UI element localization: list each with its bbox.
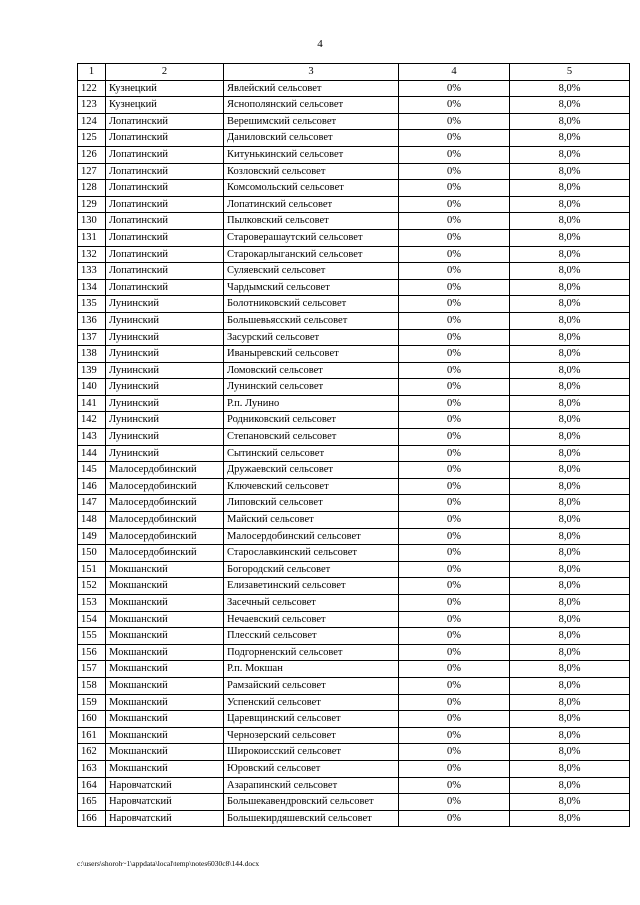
district-cell: Наровчатский [106, 794, 224, 811]
header-cell-5: 5 [510, 64, 630, 81]
header-cell-3: 3 [224, 64, 399, 81]
district-cell: Лунинский [106, 312, 224, 329]
rate-col4-cell: 0% [399, 130, 510, 147]
table-row [78, 296, 630, 313]
row-number-cell: 135 [78, 296, 106, 313]
row-number-cell: 140 [78, 379, 106, 396]
rate-col5-cell: 8,0% [510, 312, 630, 329]
table-row [78, 495, 630, 512]
rate-col4-cell: 0% [399, 528, 510, 545]
rate-col5-cell: 8,0% [510, 196, 630, 213]
table-row [78, 810, 630, 827]
municipality-cell: Иваныревский сельсовет [224, 346, 399, 363]
municipality-cell: Явлейский сельсовет [224, 80, 399, 97]
rate-col5-cell: 8,0% [510, 727, 630, 744]
rate-col4-cell: 0% [399, 794, 510, 811]
row-number-cell: 161 [78, 727, 106, 744]
table-row [78, 395, 630, 412]
row-number-cell: 150 [78, 545, 106, 562]
table-row [78, 346, 630, 363]
row-number-cell: 151 [78, 561, 106, 578]
rate-col4-cell: 0% [399, 246, 510, 263]
district-cell: Мокшанский [106, 744, 224, 761]
rate-col4-cell: 0% [399, 611, 510, 628]
district-cell: Мокшанский [106, 578, 224, 595]
rate-col5-cell: 8,0% [510, 163, 630, 180]
rate-col4-cell: 0% [399, 810, 510, 827]
table-row [78, 727, 630, 744]
district-cell: Малосердобинский [106, 528, 224, 545]
municipality-cell: Лопатинский сельсовет [224, 196, 399, 213]
rate-col5-cell: 8,0% [510, 810, 630, 827]
row-number-cell: 123 [78, 97, 106, 114]
municipality-cell: Верешимский сельсовет [224, 113, 399, 130]
district-cell: Мокшанский [106, 561, 224, 578]
rate-col5-cell: 8,0% [510, 462, 630, 479]
district-cell: Лунинский [106, 296, 224, 313]
row-number-cell: 138 [78, 346, 106, 363]
rate-col5-cell: 8,0% [510, 329, 630, 346]
row-number-cell: 157 [78, 661, 106, 678]
rate-col5-cell: 8,0% [510, 229, 630, 246]
row-number-cell: 133 [78, 263, 106, 280]
rate-col4-cell: 0% [399, 97, 510, 114]
rate-col4-cell: 0% [399, 727, 510, 744]
district-cell: Лунинский [106, 329, 224, 346]
row-number-cell: 128 [78, 180, 106, 197]
district-cell: Лунинский [106, 379, 224, 396]
rate-col4-cell: 0% [399, 429, 510, 446]
rate-col5-cell: 8,0% [510, 130, 630, 147]
table-row [78, 595, 630, 612]
table-row [78, 545, 630, 562]
rate-col4-cell: 0% [399, 412, 510, 429]
table-row [78, 760, 630, 777]
row-number-cell: 143 [78, 429, 106, 446]
row-number-cell: 139 [78, 362, 106, 379]
rate-col4-cell: 0% [399, 213, 510, 230]
district-cell: Мокшанский [106, 727, 224, 744]
rate-col5-cell: 8,0% [510, 794, 630, 811]
row-number-cell: 166 [78, 810, 106, 827]
allocation-table [77, 63, 630, 827]
municipality-cell: Липовский сельсовет [224, 495, 399, 512]
rate-col5-cell: 8,0% [510, 429, 630, 446]
table-row [78, 478, 630, 495]
table-row [78, 130, 630, 147]
rate-col5-cell: 8,0% [510, 263, 630, 280]
municipality-cell: Китунькинский сельсовет [224, 146, 399, 163]
rate-col4-cell: 0% [399, 644, 510, 661]
rate-col4-cell: 0% [399, 777, 510, 794]
municipality-cell: Майский сельсовет [224, 512, 399, 529]
row-number-cell: 154 [78, 611, 106, 628]
district-cell: Малосердобинский [106, 512, 224, 529]
rate-col4-cell: 0% [399, 362, 510, 379]
rate-col5-cell: 8,0% [510, 528, 630, 545]
table-row [78, 578, 630, 595]
municipality-cell: Степановский сельсовет [224, 429, 399, 446]
table-row [78, 694, 630, 711]
rate-col4-cell: 0% [399, 180, 510, 197]
municipality-cell: Р.п. Лунино [224, 395, 399, 412]
rate-col5-cell: 8,0% [510, 445, 630, 462]
rate-col4-cell: 0% [399, 578, 510, 595]
table-row [78, 628, 630, 645]
district-cell: Лопатинский [106, 146, 224, 163]
rate-col5-cell: 8,0% [510, 412, 630, 429]
rate-col4-cell: 0% [399, 478, 510, 495]
district-cell: Кузнецкий [106, 80, 224, 97]
rate-col5-cell: 8,0% [510, 561, 630, 578]
rate-col5-cell: 8,0% [510, 213, 630, 230]
row-number-cell: 165 [78, 794, 106, 811]
table-row [78, 113, 630, 130]
row-number-cell: 159 [78, 694, 106, 711]
rate-col4-cell: 0% [399, 146, 510, 163]
municipality-cell: Старославкинский сельсовет [224, 545, 399, 562]
table-row [78, 777, 630, 794]
row-number-cell: 155 [78, 628, 106, 645]
district-cell: Лопатинский [106, 246, 224, 263]
rate-col4-cell: 0% [399, 279, 510, 296]
rate-col5-cell: 8,0% [510, 644, 630, 661]
rate-col5-cell: 8,0% [510, 611, 630, 628]
table-row [78, 512, 630, 529]
municipality-cell: Суляевский сельсовет [224, 263, 399, 280]
header-cell-2: 2 [106, 64, 224, 81]
municipality-cell: Яснополянский сельсовет [224, 97, 399, 114]
municipality-cell: Плесский сельсовет [224, 628, 399, 645]
municipality-cell: Пылковский сельсовет [224, 213, 399, 230]
table-row [78, 246, 630, 263]
municipality-cell: Ломовский сельсовет [224, 362, 399, 379]
rate-col4-cell: 0% [399, 329, 510, 346]
row-number-cell: 158 [78, 677, 106, 694]
district-cell: Мокшанский [106, 760, 224, 777]
rate-col4-cell: 0% [399, 545, 510, 562]
table-row [78, 163, 630, 180]
district-cell: Лопатинский [106, 213, 224, 230]
table-row [78, 362, 630, 379]
table-row [78, 312, 630, 329]
row-number-cell: 129 [78, 196, 106, 213]
municipality-cell: Комсомольский сельсовет [224, 180, 399, 197]
row-number-cell: 132 [78, 246, 106, 263]
row-number-cell: 164 [78, 777, 106, 794]
rate-col4-cell: 0% [399, 263, 510, 280]
rate-col4-cell: 0% [399, 163, 510, 180]
table-row [78, 445, 630, 462]
rate-col4-cell: 0% [399, 744, 510, 761]
district-cell: Лопатинский [106, 113, 224, 130]
rate-col4-cell: 0% [399, 677, 510, 694]
rate-col4-cell: 0% [399, 595, 510, 612]
rate-col4-cell: 0% [399, 379, 510, 396]
rate-col5-cell: 8,0% [510, 595, 630, 612]
row-number-cell: 144 [78, 445, 106, 462]
table-row [78, 80, 630, 97]
row-number-cell: 163 [78, 760, 106, 777]
rate-col4-cell: 0% [399, 229, 510, 246]
municipality-cell: Нечаевский сельсовет [224, 611, 399, 628]
row-number-cell: 134 [78, 279, 106, 296]
row-number-cell: 141 [78, 395, 106, 412]
district-cell: Малосердобинский [106, 478, 224, 495]
row-number-cell: 122 [78, 80, 106, 97]
district-cell: Лунинский [106, 395, 224, 412]
rate-col4-cell: 0% [399, 711, 510, 728]
rate-col5-cell: 8,0% [510, 760, 630, 777]
municipality-cell: Ключевский сельсовет [224, 478, 399, 495]
municipality-cell: Успенский сельсовет [224, 694, 399, 711]
district-cell: Наровчатский [106, 810, 224, 827]
municipality-cell: Царевщинский сельсовет [224, 711, 399, 728]
row-number-cell: 147 [78, 495, 106, 512]
table-row [78, 263, 630, 280]
municipality-cell: Широкоисский сельсовет [224, 744, 399, 761]
table-row [78, 180, 630, 197]
municipality-cell: Азарапинский сельсовет [224, 777, 399, 794]
municipality-cell: Богородский сельсовет [224, 561, 399, 578]
rate-col4-cell: 0% [399, 296, 510, 313]
municipality-cell: Засечный сельсовет [224, 595, 399, 612]
table-row [78, 661, 630, 678]
rate-col4-cell: 0% [399, 346, 510, 363]
rate-col5-cell: 8,0% [510, 180, 630, 197]
district-cell: Наровчатский [106, 777, 224, 794]
rate-col5-cell: 8,0% [510, 395, 630, 412]
rate-col4-cell: 0% [399, 512, 510, 529]
rate-col4-cell: 0% [399, 462, 510, 479]
row-number-cell: 136 [78, 312, 106, 329]
district-cell: Лопатинский [106, 229, 224, 246]
rate-col5-cell: 8,0% [510, 578, 630, 595]
rate-col4-cell: 0% [399, 694, 510, 711]
table-row [78, 744, 630, 761]
row-number-cell: 127 [78, 163, 106, 180]
row-number-cell: 145 [78, 462, 106, 479]
district-cell: Лунинский [106, 429, 224, 446]
rate-col5-cell: 8,0% [510, 97, 630, 114]
district-cell: Лунинский [106, 445, 224, 462]
municipality-cell: Елизаветинский сельсовет [224, 578, 399, 595]
table-row [78, 146, 630, 163]
rate-col5-cell: 8,0% [510, 694, 630, 711]
municipality-cell: Чернозерский сельсовет [224, 727, 399, 744]
municipality-cell: Старокарлыганский сельсовет [224, 246, 399, 263]
district-cell: Мокшанский [106, 661, 224, 678]
rate-col5-cell: 8,0% [510, 512, 630, 529]
municipality-cell: Дружаевский сельсовет [224, 462, 399, 479]
table-row [78, 528, 630, 545]
municipality-cell: Сытинский сельсовет [224, 445, 399, 462]
rate-col5-cell: 8,0% [510, 628, 630, 645]
municipality-cell: Большекирдяшевский сельсовет [224, 810, 399, 827]
rate-col5-cell: 8,0% [510, 677, 630, 694]
rate-col5-cell: 8,0% [510, 661, 630, 678]
table-row [78, 561, 630, 578]
rate-col5-cell: 8,0% [510, 80, 630, 97]
row-number-cell: 125 [78, 130, 106, 147]
row-number-cell: 142 [78, 412, 106, 429]
page-number: 4 [317, 38, 323, 50]
municipality-cell: Козловский сельсовет [224, 163, 399, 180]
municipality-cell: Засурский сельсовет [224, 329, 399, 346]
municipality-cell: Староверашаутский сельсовет [224, 229, 399, 246]
table-row [78, 213, 630, 230]
rate-col5-cell: 8,0% [510, 711, 630, 728]
rate-col4-cell: 0% [399, 113, 510, 130]
rate-col4-cell: 0% [399, 628, 510, 645]
district-cell: Лопатинский [106, 180, 224, 197]
district-cell: Мокшанский [106, 677, 224, 694]
district-cell: Малосердобинский [106, 462, 224, 479]
district-cell: Лопатинский [106, 130, 224, 147]
table-row [78, 711, 630, 728]
row-number-cell: 152 [78, 578, 106, 595]
table-row [78, 794, 630, 811]
rate-col4-cell: 0% [399, 495, 510, 512]
municipality-cell: Родниковский сельсовет [224, 412, 399, 429]
municipality-cell: Юровский сельсовет [224, 760, 399, 777]
table-header-row [78, 64, 630, 81]
rate-col5-cell: 8,0% [510, 362, 630, 379]
district-cell: Мокшанский [106, 711, 224, 728]
district-cell: Лунинский [106, 412, 224, 429]
rate-col4-cell: 0% [399, 661, 510, 678]
table-row [78, 677, 630, 694]
row-number-cell: 137 [78, 329, 106, 346]
rate-col5-cell: 8,0% [510, 478, 630, 495]
row-number-cell: 146 [78, 478, 106, 495]
municipality-cell: Чардымский сельсовет [224, 279, 399, 296]
rate-col5-cell: 8,0% [510, 146, 630, 163]
district-cell: Лопатинский [106, 196, 224, 213]
row-number-cell: 149 [78, 528, 106, 545]
row-number-cell: 131 [78, 229, 106, 246]
header-cell-1: 1 [78, 64, 106, 81]
rate-col4-cell: 0% [399, 561, 510, 578]
row-number-cell: 148 [78, 512, 106, 529]
rate-col5-cell: 8,0% [510, 279, 630, 296]
district-cell: Лопатинский [106, 279, 224, 296]
rate-col4-cell: 0% [399, 196, 510, 213]
row-number-cell: 162 [78, 744, 106, 761]
district-cell: Мокшанский [106, 611, 224, 628]
rate-col5-cell: 8,0% [510, 379, 630, 396]
footer-file-path: c:\users\shoroh~1\appdata\local\temp\notes6030c8\144.docx [77, 859, 260, 868]
table-row [78, 611, 630, 628]
table-row [78, 412, 630, 429]
district-cell: Малосердобинский [106, 545, 224, 562]
district-cell: Лунинский [106, 362, 224, 379]
district-cell: Мокшанский [106, 595, 224, 612]
municipality-cell: Р.п. Мокшан [224, 661, 399, 678]
rate-col4-cell: 0% [399, 395, 510, 412]
rate-col5-cell: 8,0% [510, 495, 630, 512]
rate-col5-cell: 8,0% [510, 744, 630, 761]
table-row [78, 97, 630, 114]
row-number-cell: 124 [78, 113, 106, 130]
municipality-cell: Рамзайский сельсовет [224, 677, 399, 694]
rate-col4-cell: 0% [399, 312, 510, 329]
rate-col5-cell: 8,0% [510, 246, 630, 263]
municipality-cell: Подгорненский сельсовет [224, 644, 399, 661]
table-row [78, 329, 630, 346]
municipality-cell: Малосердобинский сельсовет [224, 528, 399, 545]
rate-col5-cell: 8,0% [510, 296, 630, 313]
rate-col4-cell: 0% [399, 760, 510, 777]
header-cell-4: 4 [399, 64, 510, 81]
rate-col5-cell: 8,0% [510, 113, 630, 130]
district-cell: Кузнецкий [106, 97, 224, 114]
row-number-cell: 160 [78, 711, 106, 728]
municipality-cell: Лунинский сельсовет [224, 379, 399, 396]
rate-col5-cell: 8,0% [510, 545, 630, 562]
table-row [78, 644, 630, 661]
table-row [78, 229, 630, 246]
row-number-cell: 126 [78, 146, 106, 163]
district-cell: Мокшанский [106, 628, 224, 645]
rate-col5-cell: 8,0% [510, 777, 630, 794]
table-row [78, 429, 630, 446]
district-cell: Малосердобинский [106, 495, 224, 512]
district-cell: Мокшанский [106, 694, 224, 711]
rate-col4-cell: 0% [399, 445, 510, 462]
row-number-cell: 153 [78, 595, 106, 612]
district-cell: Мокшанский [106, 644, 224, 661]
municipality-cell: Большевьясский сельсовет [224, 312, 399, 329]
municipality-cell: Большекавендровский сельсовет [224, 794, 399, 811]
rate-col5-cell: 8,0% [510, 346, 630, 363]
rate-col4-cell: 0% [399, 80, 510, 97]
district-cell: Лунинский [106, 346, 224, 363]
municipality-cell: Даниловский сельсовет [224, 130, 399, 147]
district-cell: Лопатинский [106, 263, 224, 280]
table-row [78, 279, 630, 296]
table-row [78, 379, 630, 396]
table-row [78, 196, 630, 213]
district-cell: Лопатинский [106, 163, 224, 180]
row-number-cell: 130 [78, 213, 106, 230]
row-number-cell: 156 [78, 644, 106, 661]
municipality-cell: Болотниковский сельсовет [224, 296, 399, 313]
table-row [78, 462, 630, 479]
